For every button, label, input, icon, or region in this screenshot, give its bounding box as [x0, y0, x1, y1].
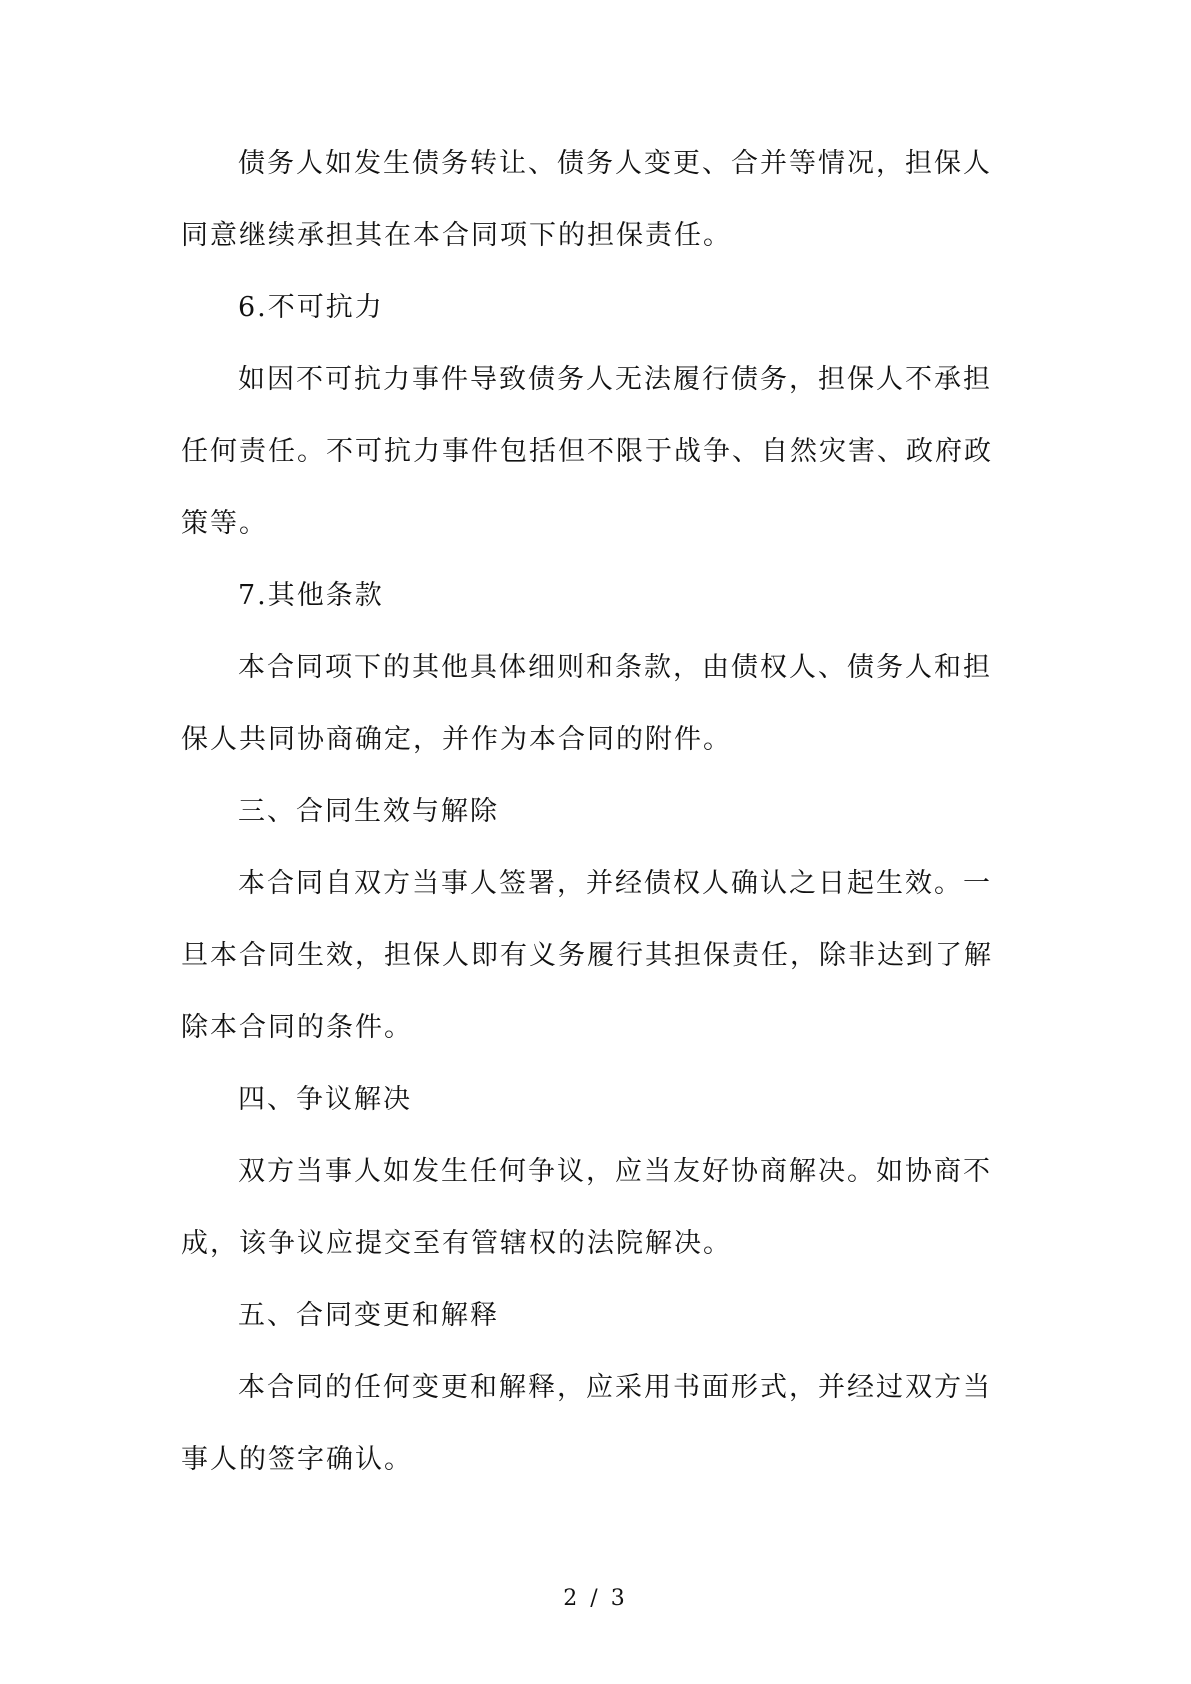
paragraph-effectiveness: 本合同自双方当事人签署，并经债权人确认之日起生效。一旦本合同生效，担保人即有义务履行其担保责任，除非达到了解除本合同的条件。 [181, 868, 993, 1043]
paragraph-force-majeure: 如因不可抗力事件导致债务人无法履行债务，担保人不承担任何责任。不可抗力事件包括但不限于战争、自然灾害、政府政策等。 [181, 364, 993, 539]
paragraph-other-terms: 本合同项下的其他具体细则和条款，由债权人、债务人和担保人共同协商确定，并作为本合同的附件。 [181, 652, 992, 755]
paragraph-amendment: 本合同的任何变更和解释，应采用书面形式，并经过双方当事人的签字确认。 [181, 1372, 992, 1475]
section-heading-dispute-resolution: 四、争议解决 [238, 1084, 412, 1115]
paragraph-debtor-change: 债务人如发生债务转让、债务人变更、合并等情况，担保人同意继续承担其在本合同项下的担保责任。 [181, 148, 992, 251]
document-body [181, 128, 1006, 1496]
section-heading-other-terms: 7.其他条款 [238, 580, 384, 611]
section-heading-effectiveness: 三、合同生效与解除 [238, 796, 499, 827]
paragraph-dispute-resolution: 双方当事人如发生任何争议，应当友好协商解决。如协商不成，该争议应提交至有管辖权的法院解决。 [181, 1156, 992, 1259]
page-number: 2 / 3 [563, 1586, 628, 1611]
section-heading-force-majeure: 6.不可抗力 [238, 292, 384, 323]
section-heading-amendment: 五、合同变更和解释 [238, 1300, 499, 1331]
